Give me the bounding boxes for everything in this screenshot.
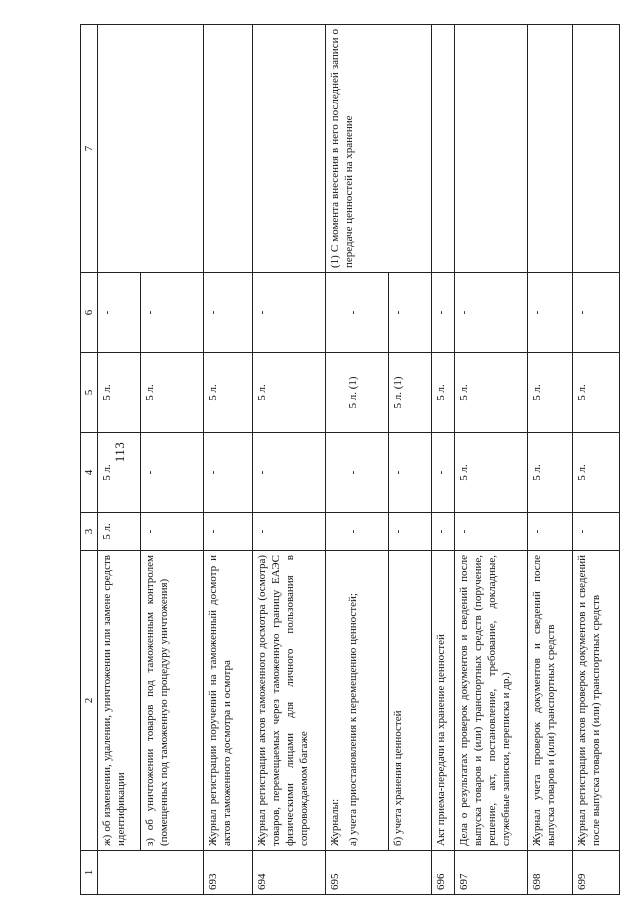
- table-row: [455, 25, 528, 895]
- cell-c3: -: [455, 513, 528, 551]
- col-header-5: 5: [81, 353, 98, 433]
- cell-c5: 5 л.: [455, 353, 528, 433]
- cell-c4: [326, 433, 345, 513]
- row-number: 697: [455, 851, 528, 895]
- row-text: б) учета хранения ценностей: [389, 551, 432, 851]
- cell-c6: [326, 273, 345, 353]
- row-text: Журнал учета проверок документов и сведений после выпуска товаров и (или) транспортных средств: [528, 551, 573, 851]
- cell-c5: 5 л.: [573, 353, 620, 433]
- cell-c6: -: [455, 273, 528, 353]
- cell-c6: -: [528, 273, 573, 353]
- table-row: [204, 25, 253, 895]
- table-row: [98, 25, 141, 895]
- records-table: [80, 24, 620, 895]
- cell-c5: 5 л.: [528, 353, 573, 433]
- cell-c4: -: [204, 433, 253, 513]
- cell-c4: -: [432, 433, 455, 513]
- row-text: Журналы:: [326, 551, 345, 851]
- cell-c7-note: (1) С момента внесения в него последней записи о передаче ценностей на хранение: [326, 25, 432, 273]
- cell-c4: -: [141, 433, 204, 513]
- col-header-7: 7: [81, 25, 98, 273]
- row-text: а) учета приостановления к перемещению ценностей;: [344, 551, 389, 851]
- cell-c5: [326, 353, 345, 433]
- row-number: 698: [528, 851, 573, 895]
- cell-c7: [204, 25, 253, 273]
- cell-c4: 5 л.: [528, 433, 573, 513]
- rotated-page: [80, 25, 603, 895]
- row-text: Журнал регистрации актов проверок документов и сведений после выпуска товаров и (или) транспортных средств: [573, 551, 620, 851]
- cell-c3: -: [389, 513, 432, 551]
- row-number: 693: [204, 851, 253, 895]
- cell-c5: 5 л.: [204, 353, 253, 433]
- cell-c7: [432, 25, 455, 273]
- cell-c6: -: [98, 273, 141, 353]
- cell-c3: -: [253, 513, 326, 551]
- cell-c6: -: [389, 273, 432, 353]
- cell-c5: 5 л. (1): [389, 353, 432, 433]
- cell-c6: -: [253, 273, 326, 353]
- cell-c3: -: [432, 513, 455, 551]
- cell-c6: -: [141, 273, 204, 353]
- col-header-1: 1: [81, 851, 98, 895]
- cell-c3: -: [204, 513, 253, 551]
- col-header-4: 4: [81, 433, 98, 513]
- row-number: 694: [253, 851, 326, 895]
- cell-c3: 5 л.: [98, 513, 141, 551]
- page-number: 113: [112, 441, 127, 463]
- col-header-2: 2: [81, 551, 98, 851]
- cell-c5: 5 л.: [141, 353, 204, 433]
- row-text: з) об уничтожении товаров под таможенным контролем (помещенных под таможенную процедуру уничтожения): [141, 551, 204, 851]
- cell-c5: 5 л.: [253, 353, 326, 433]
- cell-c4: 5 л.: [455, 433, 528, 513]
- cell-c4: -: [344, 433, 389, 513]
- cell-c7: [573, 25, 620, 273]
- cell-c6: -: [204, 273, 253, 353]
- cell-c6: -: [573, 273, 620, 353]
- col-header-6: 6: [81, 273, 98, 353]
- cell-c5: 5 л.: [432, 353, 455, 433]
- row-number: 695: [326, 851, 432, 895]
- cell-c6: -: [344, 273, 389, 353]
- cell-c6: -: [432, 273, 455, 353]
- cell-c4: -: [253, 433, 326, 513]
- table-row: [432, 25, 455, 895]
- table-row: [528, 25, 573, 895]
- table-row: [253, 25, 326, 895]
- cell-c3: -: [528, 513, 573, 551]
- cell-c7: [528, 25, 573, 273]
- col-header-3: 3: [81, 513, 98, 551]
- cell-c3: -: [344, 513, 389, 551]
- row-text: Дела о результатах проверок документов и сведений после выпуска товаров и (или) транспортных средств (поручение, решение, акт, постановление, требование, докладные, служебные записки, переписка и др.): [455, 551, 528, 851]
- document-area: [80, 25, 603, 895]
- row-text: Журнал регистрации поручений на таможенный досмотр и актов таможенного досмотра и осмотра: [204, 551, 253, 851]
- cell-c7: [455, 25, 528, 273]
- cell-c4: 5 л.: [98, 433, 141, 513]
- cell-c7: [253, 25, 326, 273]
- cell-c5: 5 л. (1): [344, 353, 389, 433]
- cell-c3: -: [141, 513, 204, 551]
- cell-c4: 5 л.: [573, 433, 620, 513]
- row-text: ж) об изменении, удалении, уничтожении или замене средств идентификации: [98, 551, 141, 851]
- row-number: [98, 851, 204, 895]
- cell-c3: [326, 513, 345, 551]
- cell-c5: 5 л.: [98, 353, 141, 433]
- table-row: [573, 25, 620, 895]
- cell-c3: -: [573, 513, 620, 551]
- row-number: 696: [432, 851, 455, 895]
- row-text: Журнал регистрации актов таможенного досмотра (осмотра) товаров, перемещаемых через таможенную границу ЕАЭС физическими лицами для личного пользования в сопровождаемом багаже: [253, 551, 326, 851]
- header-row: [81, 25, 98, 895]
- cell-c4: -: [389, 433, 432, 513]
- cell-c7: [98, 25, 204, 273]
- row-text: Акт приема-передачи на хранение ценностей: [432, 551, 455, 851]
- row-number: 699: [573, 851, 620, 895]
- table-row: [326, 25, 345, 895]
